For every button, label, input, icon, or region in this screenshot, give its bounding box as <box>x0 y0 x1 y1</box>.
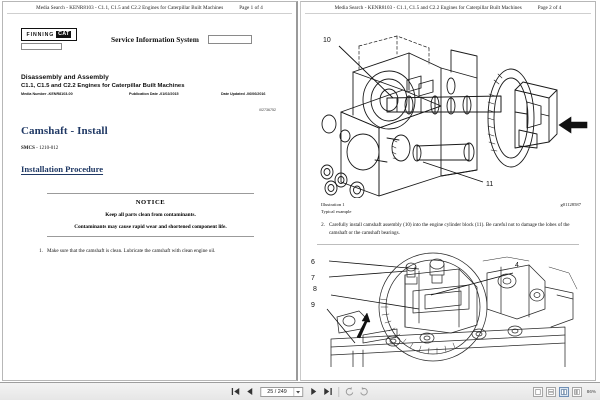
last-page-icon <box>323 386 334 397</box>
logo-underfield <box>21 43 62 50</box>
illustration-1-callout-11: 11 <box>486 181 494 188</box>
page-number-input[interactable] <box>260 387 303 397</box>
illustration-1-ref: g01128587 <box>560 202 581 207</box>
rotate-ccw-icon <box>345 386 356 397</box>
step-item <box>33 248 274 256</box>
sis-search-field[interactable] <box>208 35 252 44</box>
notice-box <box>47 193 254 237</box>
notice-title: NOTICE <box>135 198 166 206</box>
single-page-icon <box>535 389 541 395</box>
page-left[interactable] <box>2 1 298 381</box>
illustration-1-callout-10: 10 <box>323 37 331 44</box>
view-single-page-button[interactable] <box>533 387 543 397</box>
step-number: 1. <box>39 247 43 254</box>
section-divider <box>317 244 579 245</box>
step-item <box>315 222 579 237</box>
step-text: Carefully install camshaft assembly (10) into the engine cylinder block (11). Be careful not to damage the lobes of the camshaft or the camshaft bearings. <box>329 222 570 236</box>
left-page-body <box>3 28 296 255</box>
illustration-2-callout-7: 7 <box>311 275 315 283</box>
left-page-label: Page 1 of 4 <box>239 5 263 11</box>
document-title: Disassembly and Assembly <box>21 74 109 81</box>
smcs-label: SMCS <box>21 145 35 151</box>
step-number: 2. <box>321 222 325 228</box>
previous-page-button[interactable] <box>244 386 255 397</box>
sis-title: Service Information System <box>111 34 199 44</box>
installation-procedure-heading[interactable]: Installation Procedure <box>21 163 104 174</box>
right-page-label: Page 2 of 4 <box>537 5 562 11</box>
cat-badge: CAT <box>58 30 70 37</box>
illustration-1-image <box>301 20 595 198</box>
document-meta-row <box>21 92 278 96</box>
next-page-button[interactable] <box>309 386 320 397</box>
page-right[interactable] <box>300 1 596 381</box>
right-head-rule <box>305 13 591 14</box>
continuous-scroll-icon <box>548 389 554 395</box>
next-page-icon <box>309 386 320 397</box>
section-title-camshaft-install: Camshaft - Install <box>21 124 108 137</box>
right-running-head-text: Media Search - KENR8103 - C1.1, C1.5 and C2.2 Engines for Caterpillar Built Machines <box>334 5 522 11</box>
page-navigation-cluster[interactable] <box>230 386 369 397</box>
finning-cat-logo <box>21 28 77 41</box>
illustration-2-callout-6: 6 <box>311 259 315 267</box>
illustration-2-callout-9: 9 <box>311 302 315 310</box>
illustration-2-callout-8: 8 <box>313 286 317 294</box>
previous-page-icon <box>244 386 255 397</box>
view-book-button[interactable] <box>572 387 582 397</box>
right-step-list <box>315 222 579 237</box>
two-page-icon <box>561 389 567 395</box>
finning-logo-text: FINNING <box>26 31 55 38</box>
illustration-1-caption: Illustration 1 <box>321 202 345 207</box>
illustration-1-note: Typical example <box>321 209 352 214</box>
illustration-2-callout-4: 4 <box>515 262 519 270</box>
document-code: i02736752 <box>259 107 276 112</box>
book-view-icon <box>574 389 580 395</box>
left-page-running-head <box>3 2 296 11</box>
notice-line-2: Contaminants may cause rapid wear and shortened component life. <box>74 223 227 230</box>
left-step-list <box>33 248 274 256</box>
toolbar-separator <box>339 387 340 397</box>
first-page-button[interactable] <box>230 386 241 397</box>
first-page-icon <box>230 386 241 397</box>
chevron-down-icon[interactable] <box>294 388 303 396</box>
meta-date-updated: Date Updated -06/06/2016 <box>221 91 266 96</box>
illustration-2-image <box>301 247 595 367</box>
rotate-ccw-button[interactable] <box>345 386 356 397</box>
smcs-line <box>21 146 278 151</box>
brand-bar <box>21 28 278 50</box>
step-text: Make sure that the camshaft is clean. Lubricate the camshaft with clean engine oil. <box>47 247 216 254</box>
rotate-cw-button[interactable] <box>359 386 370 397</box>
left-head-rule <box>7 13 292 14</box>
right-page-running-head <box>301 2 595 11</box>
notice-line-1: Keep all parts clean from contaminants. <box>105 211 196 218</box>
page-number-value: 25 / 249 <box>267 388 287 395</box>
view-continuous-scroll-button[interactable] <box>546 387 556 397</box>
last-page-button[interactable] <box>323 386 334 397</box>
rotate-cw-icon <box>359 386 370 397</box>
illustration-1-caption-row <box>321 202 581 207</box>
smcs-value: - 1210-012 <box>36 145 59 151</box>
meta-publication-date: Publication Date -01/02/2015 <box>129 91 179 96</box>
view-two-page-button[interactable] <box>559 387 569 397</box>
document-subtitle: C1.1, C1.5 and C2.2 Engines for Caterpillar Built Machines <box>21 82 185 89</box>
meta-media-number: Media Number -KENR8103-00 <box>21 91 73 96</box>
view-mode-cluster[interactable] <box>533 387 596 397</box>
insertion-arrow-icon <box>559 117 587 133</box>
left-running-head-text: Media Search - KENR8103 - C1.1, C1.5 and C2.2 Engines for Caterpillar Built Machines <box>36 5 224 11</box>
zoom-level-label[interactable]: 86% <box>586 389 596 394</box>
viewer-toolbar[interactable] <box>0 382 600 400</box>
